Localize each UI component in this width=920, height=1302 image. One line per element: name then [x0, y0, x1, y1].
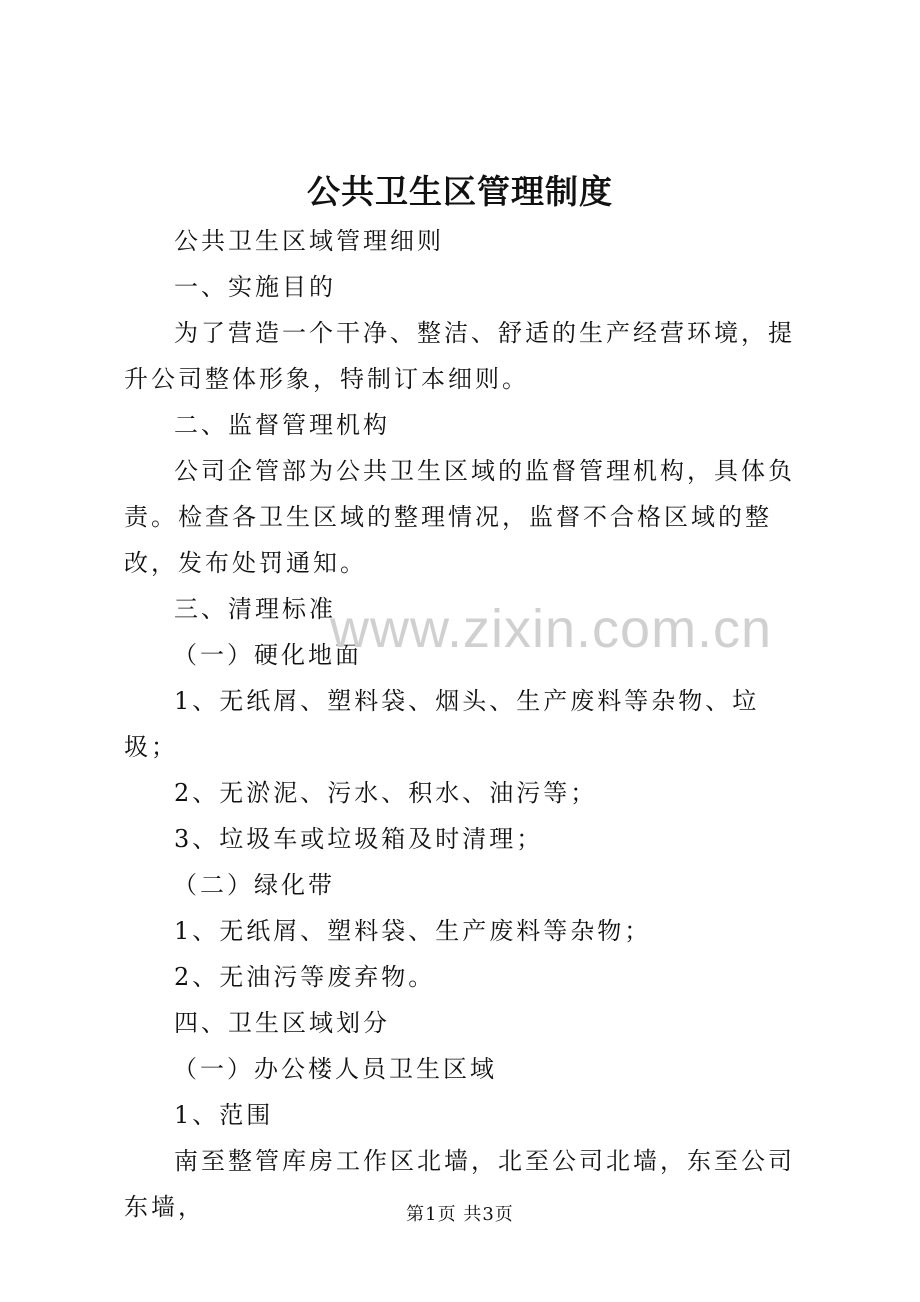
heading-section-3: 三、清理标准: [174, 595, 336, 623]
list-item: 3、垃圾车或垃圾箱及时清理；: [174, 825, 544, 853]
paragraph-subtitle: 公共卫生区域管理细则: [174, 227, 444, 255]
list-item: 1、无纸屑、塑料袋、烟头、生产废料等杂物、垃圾；: [124, 687, 760, 761]
list-item: 2、无淤泥、污水、积水、油污等；: [174, 779, 598, 807]
subheading-office-area: （一）办公楼人员卫生区域: [173, 1055, 497, 1083]
paragraph-scope: 南至整管库房工作区北墙，北至公司北墙，东至公司东墙，: [124, 1147, 795, 1221]
subheading-green-belt: （二）绿化带: [173, 871, 335, 899]
list-item: 1、范围: [174, 1101, 274, 1129]
paragraph-purpose: 为了营造一个干净、整洁、舒适的生产经营环境，提升公司整体形象，特制订本细则。: [124, 319, 795, 393]
document-body: [124, 218, 809, 1230]
watermark: www.zixin.com.cn: [330, 599, 773, 659]
heading-section-4: 四、卫生区域划分: [174, 1009, 390, 1037]
subheading-hard-ground: （一）硬化地面: [173, 641, 362, 669]
page-footer: 第1页 共3页: [406, 1204, 514, 1225]
paragraph-supervision: 公司企管部为公共卫生区域的监督管理机构，具体负责。检查各卫生区域的整理情况，监督不合格区域的整改，发布处罚通知。: [124, 457, 795, 577]
list-item: 2、无油污等废弃物。: [174, 963, 436, 991]
heading-section-1: 一、实施目的: [174, 273, 336, 301]
heading-section-2: 二、监督管理机构: [174, 411, 390, 439]
page-title: 公共卫生区管理制度: [307, 172, 613, 211]
list-item: 1、无纸屑、塑料袋、生产废料等杂物；: [174, 917, 652, 945]
